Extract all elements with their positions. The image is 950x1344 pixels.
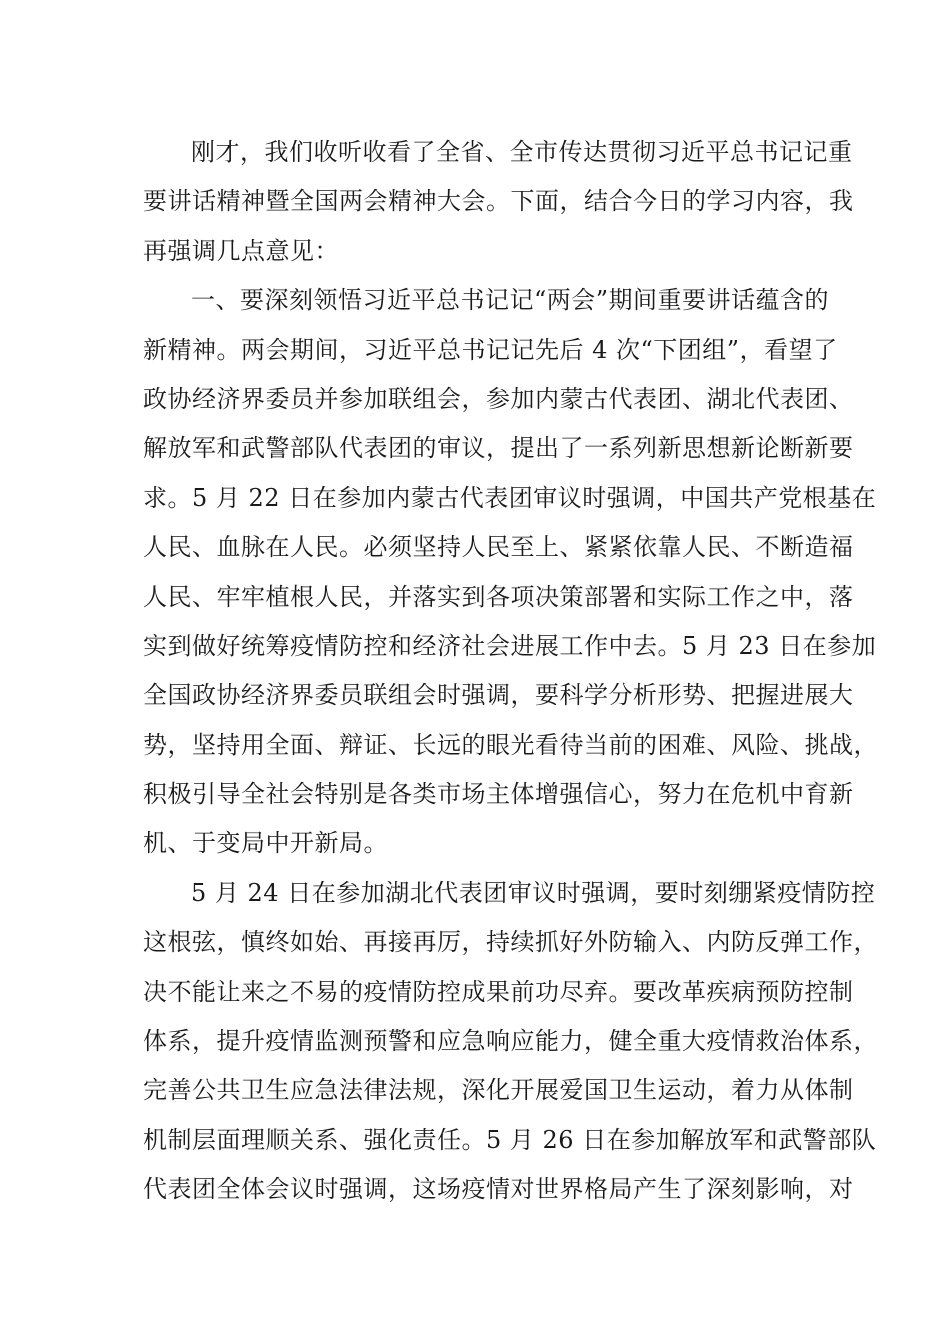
paragraph-line: 求。5 月 22 日在参加内蒙古代表团审议时强调，中国共产党根基在	[143, 483, 877, 512]
paragraph-line: 刚才，我们收听收看了全省、全市传达贯彻习近平总书记记重	[191, 138, 853, 166]
paragraph-line: 代表团全体会议时强调，这场疫情对世界格局产生了深刻影响，对	[143, 1175, 854, 1204]
paragraph-line: 体系，提升疫情监测预警和应急响应能力，健全重大疫情救治体系，	[143, 1027, 878, 1056]
paragraph-line: 机、于变局中开新局。	[143, 829, 388, 858]
paragraph-line: 解放军和武警部队代表团的审议，提出了一系列新思想新论断新要	[143, 434, 854, 463]
paragraph-line: 这根弦，慎终如始、再接再厉，持续抓好外防输入、内防反弹工作，	[143, 928, 878, 957]
paragraph-line: 5 月 24 日在参加湖北代表团审议时强调，要时刻绷紧疫情防控	[191, 878, 876, 907]
paragraph-line: 完善公共卫生应急法律法规，深化开展爱国卫生运动，着力从体制	[143, 1076, 854, 1105]
paragraph-line: 人民、牢牢植根人民，并落实到各项决策部署和实际工作之中，落	[143, 582, 854, 611]
document-body	[143, 128, 878, 1215]
paragraph-line: 要讲话精神暨全国两会精神大会。下面，结合今日的学习内容，我	[143, 187, 854, 216]
paragraph-line: 再强调几点意见：	[143, 236, 339, 265]
paragraph-line: 势，坚持用全面、辩证、长远的眼光看待当前的困难、风险、挑战，	[143, 730, 878, 759]
paragraph-line: 一、要深刻领悟习近平总书记记“两会”期间重要讲话蕴含的	[191, 286, 830, 315]
paragraph-line: 政协经济界委员并参加联组会，参加内蒙古代表团、湖北代表团、	[143, 384, 854, 413]
paragraph-line: 实到做好统筹疫情防控和经济社会进展工作中去。5 月 23 日在参加	[143, 631, 877, 660]
paragraph-line: 积极引导全社会特别是各类市场主体增强信心，努力在危机中育新	[143, 780, 854, 809]
paragraph-line: 全国政协经济界委员联组会时强调，要科学分析形势、把握进展大	[143, 681, 854, 710]
paragraph-line: 人民、血脉在人民。必须坚持人民至上、紧紧依靠人民、不断造福	[143, 533, 854, 562]
paragraph-line: 新精神。两会期间，习近平总书记记先后 4 次“下团组”，看望了	[143, 335, 838, 364]
paragraph-line: 机制层面理顺关系、强化责任。5 月 26 日在参加解放军和武警部队	[143, 1125, 877, 1154]
paragraph-line: 决不能让来之不易的疫情防控成果前功尽弃。要改革疾病预防控制	[143, 977, 854, 1006]
